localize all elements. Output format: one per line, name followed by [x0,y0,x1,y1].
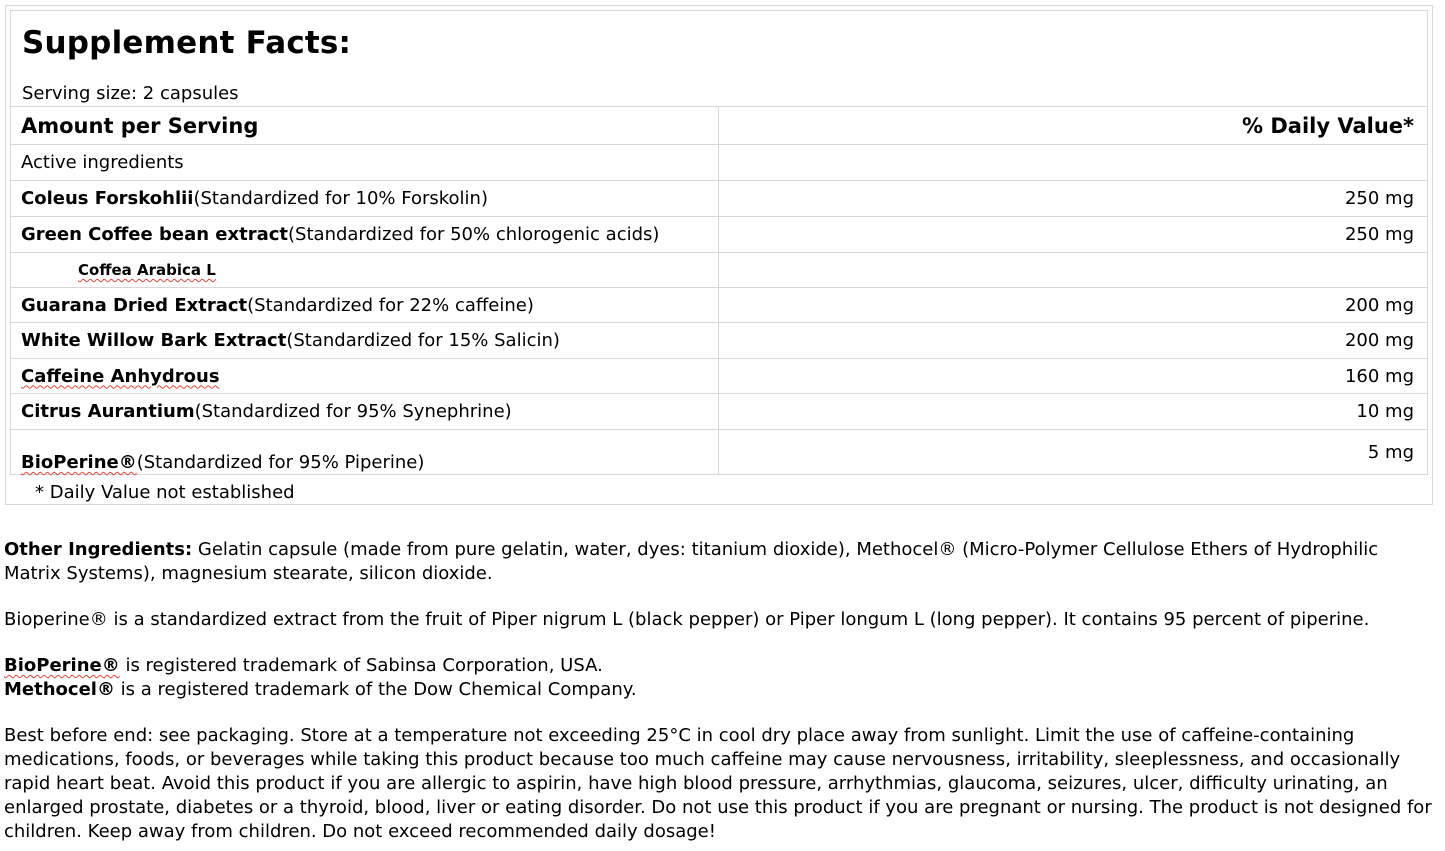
trademark-name: BioPerine® [4,655,120,676]
daily-value-footnote: * Daily Value not established [35,482,295,503]
amount-header: Amount per Serving [11,107,719,144]
table-row [11,393,1427,429]
ingredient-name: Guarana Dried Extract [21,294,248,316]
ingredient-name: Green Coffee bean extract [21,224,289,245]
ingredient-amount: 10 mg [1356,401,1414,422]
storage-warning: Best before end: see packaging. Store at a temperature not exceeding 25°C in cool dry place away from sunlight. Limit the use of caffeine-containing medications, foods, or beverages while taking this product because too much caffeine may cause nervousness, irritability, sleeplessness, and occasionally rapid heart beat. Avoid this product if you are allergic to aspirin, have high blood pressure, arrhythmias, glaucoma, seizures, ulcer, difficulty urinating, an enlarged prostate, diabetes or a thyroid, blood, liver or eating disorder. Do not use this product if you are pregnant or nursing. The product is not designed for children. Keep away from children. Do not exceed recommended daily dosage! [4,725,1432,842]
ingredient-name: BioPerine® [21,452,137,473]
ingredient-amount: 160 mg [1344,365,1414,387]
table-row [11,358,1427,393]
ingredient-amount: 250 mg [1344,224,1414,245]
other-ingredients-text: Gelatin capsule (made from pure gelatin, water, dyes: titanium dioxide), Methocel® (Micro-Polymer Cellulose Ethers of Hydrophilic Matrix Systems), magnesium stearate, silicon dioxide. [4,539,1379,584]
bioperine-note: Bioperine® is a standardized extract from the fruit of Piper nigrum L (black pepper) or Piper longum L (long pepper). It contains 95 percent of piperine. [4,609,1370,630]
table-row [11,216,1427,252]
serving-size: Serving size: 2 capsules [22,83,239,104]
ingredient-detail: (Standardized for 95% Piperine) [136,452,425,473]
ingredient-amount [719,253,1427,287]
table-row [11,429,1427,474]
ingredient-amount: 5 mg [1367,441,1414,463]
ingredient-name: Coffea Arabica L [78,261,216,279]
table-row [11,144,1427,180]
ingredient-name: Caffeine Anhydrous [21,365,220,387]
trademark-text: is registered trademark of Sabinsa Corporation, USA. [119,655,603,676]
ingredient-detail: (Standardized for 10% Forskolin) [193,188,488,209]
ingredient-detail: (Standardized for 95% Synephrine) [194,401,512,422]
trademark-name: Methocel® [4,679,115,700]
supplement-facts-table [10,10,1428,475]
daily-value-header: % Daily Value* [1242,113,1414,138]
ingredient-amount: 250 mg [1344,188,1414,209]
table-header-row [11,106,1427,144]
supplement-facts-panel [5,5,1433,505]
table-row [11,287,1427,322]
active-ingredients-label: Active ingredients [11,145,719,180]
trademark-text: is a registered trademark of the Dow Chemical Company. [114,679,637,700]
table-row [11,180,1427,216]
table-row [11,322,1427,358]
facts-title: Supplement Facts: [22,25,352,61]
trademark-bioperine [4,654,1440,678]
trademark-methocel [4,678,1440,702]
ingredient-detail: (Standardized for 22% caffeine) [247,294,534,316]
other-ingredients [4,538,1440,586]
ingredient-name: Coleus Forskohlii [21,188,194,209]
ingredient-detail: (Standardized for 50% chlorogenic acids) [288,224,660,245]
ingredient-name: White Willow Bark Extract [21,330,287,351]
other-ingredients-label: Other Ingredients: [4,539,193,560]
ingredient-amount: 200 mg [1344,330,1414,351]
ingredient-name: Citrus Aurantium [21,401,195,422]
ingredient-amount: 200 mg [1344,294,1414,316]
ingredient-detail: (Standardized for 15% Salicin) [286,330,560,351]
table-row [11,252,1427,287]
